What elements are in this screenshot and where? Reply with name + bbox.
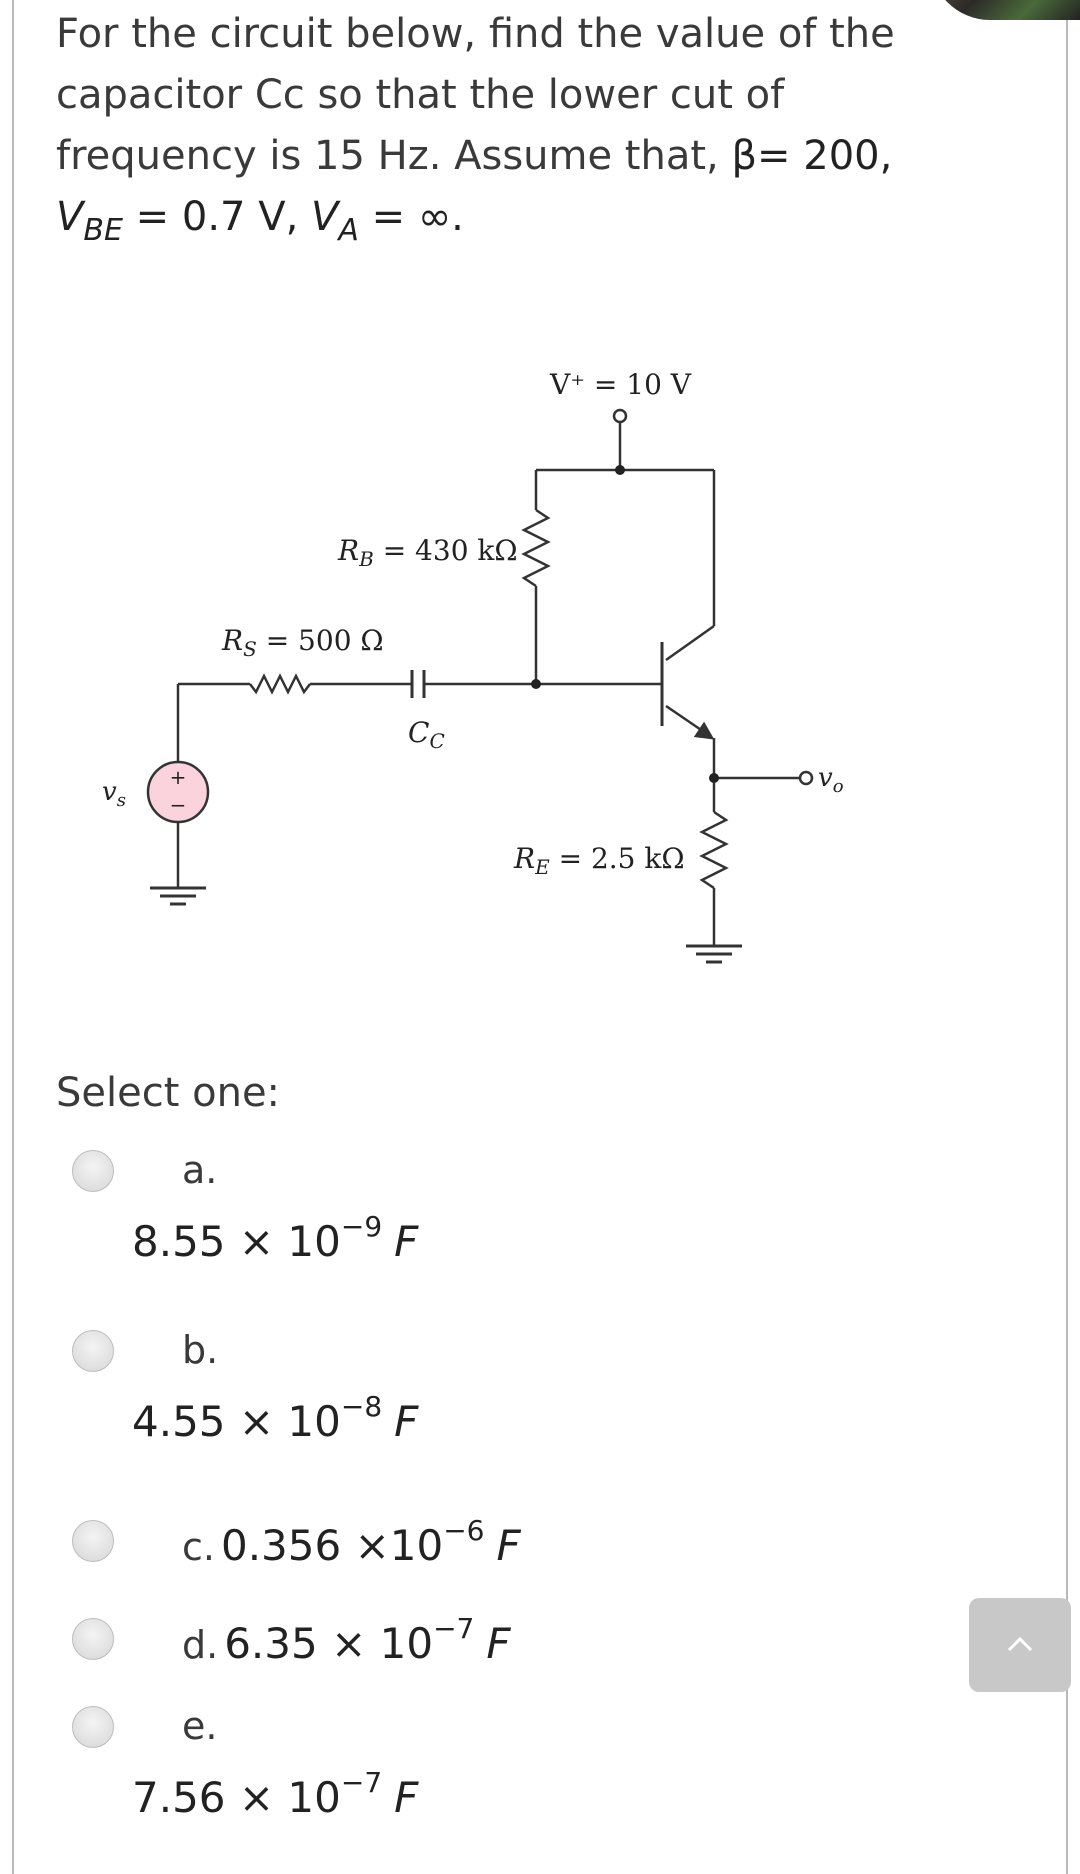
question-line-2: capacitor Cc so that the lower cut of: [56, 72, 785, 118]
option-letter: b.: [182, 1328, 219, 1372]
vs-label: $v_s$: [102, 777, 126, 811]
radio-button-icon[interactable]: [72, 1706, 114, 1748]
va-subscript: A: [338, 213, 359, 248]
question-line-4: [56, 187, 956, 261]
rb-resistor: [524, 510, 548, 586]
option-letter-text: d.: [182, 1623, 219, 1667]
question-line-3-text: frequency is 15 Hz. Assume that,: [56, 133, 719, 179]
vbe-symbol: V: [56, 194, 84, 240]
junction-dot-top: [615, 465, 625, 475]
junction-dot-base: [531, 679, 541, 689]
beta-symbol: β: [731, 133, 758, 179]
rs-resistor: [250, 676, 310, 692]
vplus-label: V⁺ = 10 V: [550, 368, 692, 401]
va-symbol: V: [311, 194, 339, 240]
source-minus-sign: −: [169, 793, 187, 817]
option-exponent: −6: [443, 1514, 485, 1547]
option-letter: [182, 1612, 511, 1668]
option-unit: F: [394, 1773, 419, 1822]
rs-label: $R_S = 500$ Ω: [222, 624, 384, 661]
circuit-svg: [90, 360, 930, 1000]
cc-label: $C_C$: [408, 716, 445, 753]
radio-button-icon[interactable]: [72, 1520, 114, 1562]
option-value: [132, 1766, 418, 1822]
vplus-terminal: [614, 410, 626, 422]
radio-button-icon[interactable]: [72, 1150, 114, 1192]
re-label: $R_E = 2.5$ kΩ: [514, 842, 685, 879]
option-mantissa: 4.55 × 10: [132, 1397, 341, 1446]
option-exponent: −7: [433, 1612, 475, 1645]
option-mantissa: 6.35 × 10: [224, 1619, 434, 1668]
vo-label: $v_o$: [818, 763, 844, 797]
option-value: [132, 1210, 418, 1266]
circuit-diagram: [90, 360, 930, 1000]
select-one-label: Select one:: [56, 1070, 281, 1116]
question-line-3: [56, 126, 956, 187]
collector-lead: [666, 626, 714, 660]
vbe-subscript: BE: [83, 213, 123, 248]
option-value: [132, 1390, 418, 1446]
option-exponent: −9: [340, 1210, 383, 1243]
vbe-value: = 0.7 V,: [135, 194, 299, 240]
ground-right: [686, 946, 742, 962]
scroll-to-top-button[interactable]: [969, 1598, 1071, 1692]
option-letter: a.: [182, 1148, 218, 1192]
source-plus-sign: +: [169, 765, 187, 789]
vo-terminal: [800, 772, 812, 784]
option-mantissa: 0.356 ×10: [220, 1521, 444, 1570]
option-unit: F: [486, 1619, 511, 1668]
option-mantissa: 7.56 × 10: [132, 1773, 341, 1822]
re-resistor: [702, 812, 726, 888]
ground-left: [150, 888, 206, 904]
option-letter-text: c.: [182, 1525, 215, 1569]
option-letter: [182, 1514, 521, 1570]
question-text: [56, 4, 956, 261]
radio-button-icon[interactable]: [72, 1330, 114, 1372]
beta-value: = 200,: [757, 133, 893, 179]
option-unit: F: [394, 1217, 419, 1266]
option-value: [220, 1514, 521, 1570]
option-exponent: −7: [340, 1766, 383, 1799]
option-unit: F: [394, 1397, 419, 1446]
rb-label: $R_B = 430$ kΩ: [338, 534, 518, 571]
question-line-1: For the circuit below, find the value of the: [56, 11, 895, 57]
radio-button-icon[interactable]: [72, 1618, 114, 1660]
junction-dot-emitter: [709, 773, 719, 783]
chevron-up-icon: [1006, 1634, 1034, 1654]
option-exponent: −8: [340, 1390, 383, 1423]
option-value: [224, 1612, 511, 1668]
option-mantissa: 8.55 × 10: [132, 1217, 341, 1266]
va-value: = ∞.: [371, 194, 464, 240]
option-letter: e.: [182, 1704, 218, 1748]
option-unit: F: [496, 1521, 521, 1570]
emitter-arrow: [696, 724, 712, 738]
